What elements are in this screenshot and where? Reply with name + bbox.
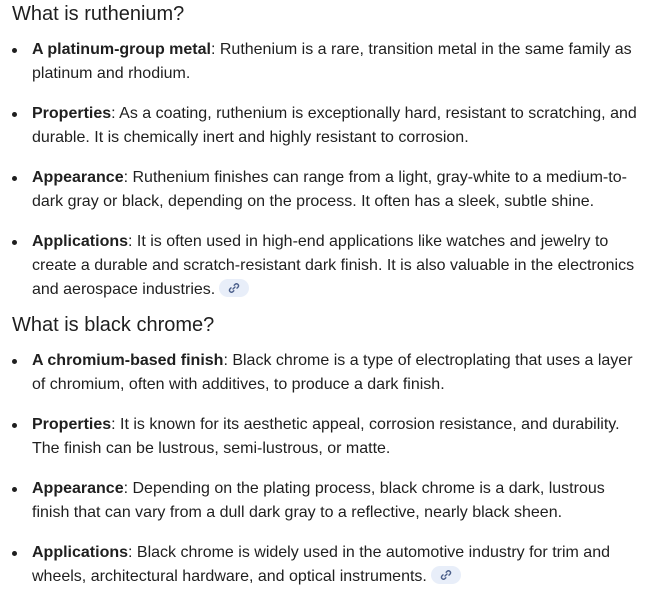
list-item-text: : It is known for its aesthetic appeal, corrosion resistance, and durability. The finish can be lustrous, semi-lustrous, or matte. (32, 416, 620, 457)
section-title-black-chrome: What is black chrome? (12, 314, 215, 336)
list-item (12, 38, 645, 86)
list-item-term: Appearance (32, 169, 124, 186)
list-item-term: Properties (32, 105, 112, 122)
list-item-text: : Black chrome is a type of electroplating that uses a layer of chromium, often with additives, to produce a dark finish. (32, 352, 633, 393)
list-item-text: : Ruthenium is a rare, transition metal in the same family as platinum and rhodium. (32, 41, 632, 82)
list-item-term: Applications (32, 233, 129, 250)
list-item-text: : Depending on the plating process, black chrome is a dark, lustrous finish that can vary from a dull dark gray to a reflective, nearly black sheen. (32, 480, 605, 521)
source-link-chip[interactable] (431, 566, 461, 584)
section-title-ruthenium: What is ruthenium? (12, 3, 185, 25)
link-icon (228, 282, 240, 294)
list-item (12, 413, 645, 461)
ruthenium-list (12, 38, 645, 302)
list-item-text: : As a coating, ruthenium is exceptionally hard, resistant to scratching, and durable. It is chemically inert and highly resistant to corrosion. (32, 105, 637, 146)
list-item (12, 166, 645, 214)
list-item-text: : It is often used in high-end applications like watches and jewelry to create a durable and scratch-resistant dark finish. It is also valuable in the electronics and aerospace industries. (32, 233, 635, 298)
list-item (12, 102, 645, 150)
list-item-term: Appearance (32, 480, 124, 497)
list-item (12, 349, 645, 397)
link-icon (440, 569, 452, 581)
list-item (12, 477, 645, 525)
source-link-chip[interactable] (219, 279, 249, 297)
list-item-term: Properties (32, 416, 112, 433)
list-item (12, 541, 645, 589)
black-chrome-list (12, 349, 645, 589)
list-item-text: : Ruthenium finishes can range from a light, gray-white to a medium-to-dark gray or black, depending on the process. It often has a sleek, subtle shine. (32, 169, 627, 210)
list-item (12, 230, 645, 302)
list-item-term: A chromium-based finish (32, 352, 224, 369)
list-item-term: A platinum-group metal (32, 41, 211, 58)
list-item-text: : Black chrome is widely used in the automotive industry for trim and wheels, architectural hardware, and optical instruments. (32, 544, 610, 585)
list-item-term: Applications (32, 544, 129, 561)
